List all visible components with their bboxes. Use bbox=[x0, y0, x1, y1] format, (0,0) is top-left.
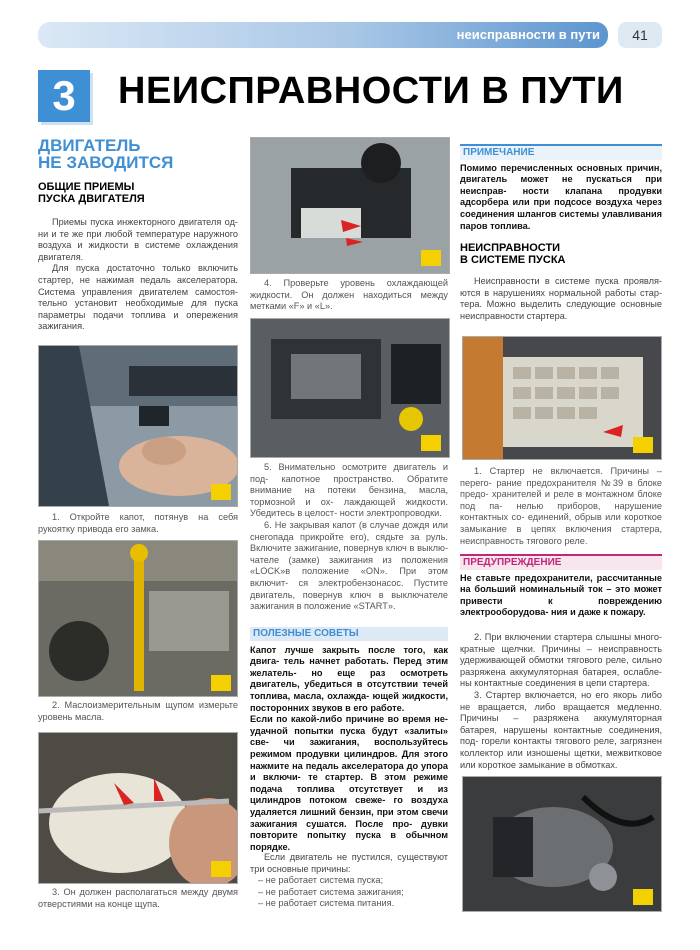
section-title bbox=[38, 137, 238, 171]
caption bbox=[460, 466, 662, 547]
paragraph: Приемы пуска инжекторного двигателя од- ни и те же при любой температуре наружного воздуха и жидкости в системе охлаждения двигателя. bbox=[38, 217, 238, 262]
subsection-title-line1: ОБЩИЕ ПРИЕМЫ bbox=[38, 181, 135, 193]
caption bbox=[38, 700, 238, 723]
tips-title: ПОЛЕЗНЫЕ СОВЕТЫ bbox=[250, 627, 448, 641]
paragraph: 6. Не закрывая капот (в случае дождя или снегопада прикройте его), сядьте за руль. Включите зажигание, повернув ключ в выклю- чателе (замке) зажигания из положения «LOCK»в положение «ON». При этом включит- ся электробензонасос. Пустите двигатель, повернув ключ в выключателе зажигания в положение «START». bbox=[250, 519, 448, 612]
subsection-title bbox=[38, 181, 238, 205]
caption bbox=[38, 512, 238, 535]
caption bbox=[250, 462, 448, 613]
starter-section bbox=[460, 242, 662, 322]
starter-faults bbox=[460, 632, 662, 771]
caption-text: 3. Он должен располагаться между двумя отверстиями на конце щупа. bbox=[38, 887, 238, 909]
paragraph: Неисправности в системе пуска проявля- ются в нарушениях нормальной работы стар- тера. Можно выделить следующие основные неисправности стартера. bbox=[460, 276, 662, 321]
paragraph: 2. При включении стартера слышны много- кратные щелчки. Причины – неисправность удерживающей обмотки тягового реле, сильно разряжена аккумуляторная батарея, ослабле- ны контактные соединения в цепи стартера. bbox=[460, 632, 662, 689]
list-item: – не работает система зажигания; bbox=[258, 886, 404, 897]
note-title: ПРИМЕЧАНИЕ bbox=[460, 144, 662, 160]
paragraph: Если двигатель не пустился, существуют три основные причины: bbox=[250, 852, 448, 874]
caption-text: 1. Стартер не включается. Причины – перего- рание предохранителя №39 в блоке предо- хранителей и реле в монтажном блоке под па- нелью приборов, нарушение контактных со- единений, обрыв или короткое замыкание в цепях включения стартера, неисправность тягового реле. bbox=[460, 466, 662, 546]
tips-paragraph: Если по какой-либо причине во время не- удачной попытки пуска будут «залиты» све- чи зажигания, воспользуйтесь режимом продувки цилиндров. Для этого нажмите на педаль акселератора до упора и включи- те стартер. В этом режиме подача топлива отсутствует и из цилиндров потоком свеже- го воздуха удаляется лишний бензин, при этом свечи зажигания сушатся. После про- дувки повторите попытку пуска в обычном порядке. bbox=[250, 714, 448, 852]
photo-coolant-reservoir bbox=[250, 137, 450, 274]
caption bbox=[250, 278, 448, 313]
chapter-title: НЕИСПРАВНОСТИ В ПУТИ bbox=[118, 70, 624, 112]
left-column bbox=[38, 137, 238, 333]
warning-text: Не ставьте предохранители, рассчитанные на больший номинальный ток – это может привести к повреждению электрооборудова- ния и даже к пожару. bbox=[460, 572, 662, 618]
section-title-line2: В СИСТЕМЕ ПУСКА bbox=[460, 254, 566, 266]
note-box bbox=[460, 144, 662, 232]
warning-title: ПРЕДУПРЕЖДЕНИЕ bbox=[460, 554, 662, 570]
causes-list bbox=[250, 875, 448, 910]
list-item: – не работает система пуска; bbox=[258, 875, 384, 886]
photo-starter bbox=[462, 776, 662, 912]
tips-box bbox=[250, 627, 448, 853]
page-number: 41 bbox=[618, 22, 662, 48]
note-text: Помимо перечисленных основных причин, двигатель может не пускаться при неисправ- ности клапана продувки адсорбера или при подсосе воздуха через соединения шлангов системы улавливания паров топлива. bbox=[460, 162, 662, 231]
warning-box bbox=[460, 554, 662, 619]
paragraph: 3. Стартер включается, но его якорь либо не вращается, либо вращается медленно. Причины – разряжена аккумуляторная батарея, нарушены контактные соединения, под- горели контакты тягового реле, загрязнен коллектор или изношены щетки, межвитковое или короткое замыкание в обмотках. bbox=[460, 689, 662, 770]
paragraph: Для пуска достаточно только включить стартер, не нажимая педаль акселератора. Система управления двигателем самостоя- тельно установит необходимые для пуска параметры подачи топлива и опережения зажигания. bbox=[38, 263, 238, 332]
chapter-number: 3 bbox=[38, 70, 90, 122]
caption bbox=[38, 887, 238, 910]
running-title: неисправности в пути bbox=[456, 27, 600, 42]
list-item: – не работает система питания. bbox=[258, 898, 395, 909]
caption-text: 4. Проверьте уровень охлаждающей жидкости. Он должен находиться между метками «F» и «L». bbox=[250, 278, 448, 312]
section-title-line1: НЕИСПРАВНОСТИ bbox=[460, 242, 561, 254]
photo-dipstick-level bbox=[38, 732, 238, 884]
caption-text: 5. Внимательно осмотрите двигатель и под- капотное пространство. Обратите внимание на потеки бензина, масла, тормозной и ох- лаждающей жидкости. Убедитесь в целост- ности электропроводки. bbox=[250, 462, 448, 519]
photo-engine-bay bbox=[250, 318, 450, 458]
subsection-title-line2: ПУСКА ДВИГАТЕЛЯ bbox=[38, 193, 145, 205]
photo-dipstick bbox=[38, 540, 238, 697]
section-title bbox=[460, 242, 662, 266]
tips-paragraph: Капот лучше закрыть после того, как двига- тель начнет работать. Перед этим желатель- но еще раз осмотреть двигатель, убедиться в отсутствии течей топлива, масла, охлажда- ющей жидкости, посторонних звуков в его работе. bbox=[250, 644, 448, 713]
photo-hood-release bbox=[38, 345, 238, 507]
photo-fuse-box bbox=[462, 336, 662, 460]
caption-text: 2. Маслоизмерительным щупом измерьте уровень масла. bbox=[38, 700, 238, 722]
section-title-line1: ДВИГАТЕЛЬ bbox=[38, 136, 141, 155]
section-title-line2: НЕ ЗАВОДИТСЯ bbox=[38, 153, 174, 172]
causes-block bbox=[250, 852, 448, 910]
caption-text: 1. Откройте капот, потянув на себя рукоятку привода его замка. bbox=[38, 512, 238, 534]
